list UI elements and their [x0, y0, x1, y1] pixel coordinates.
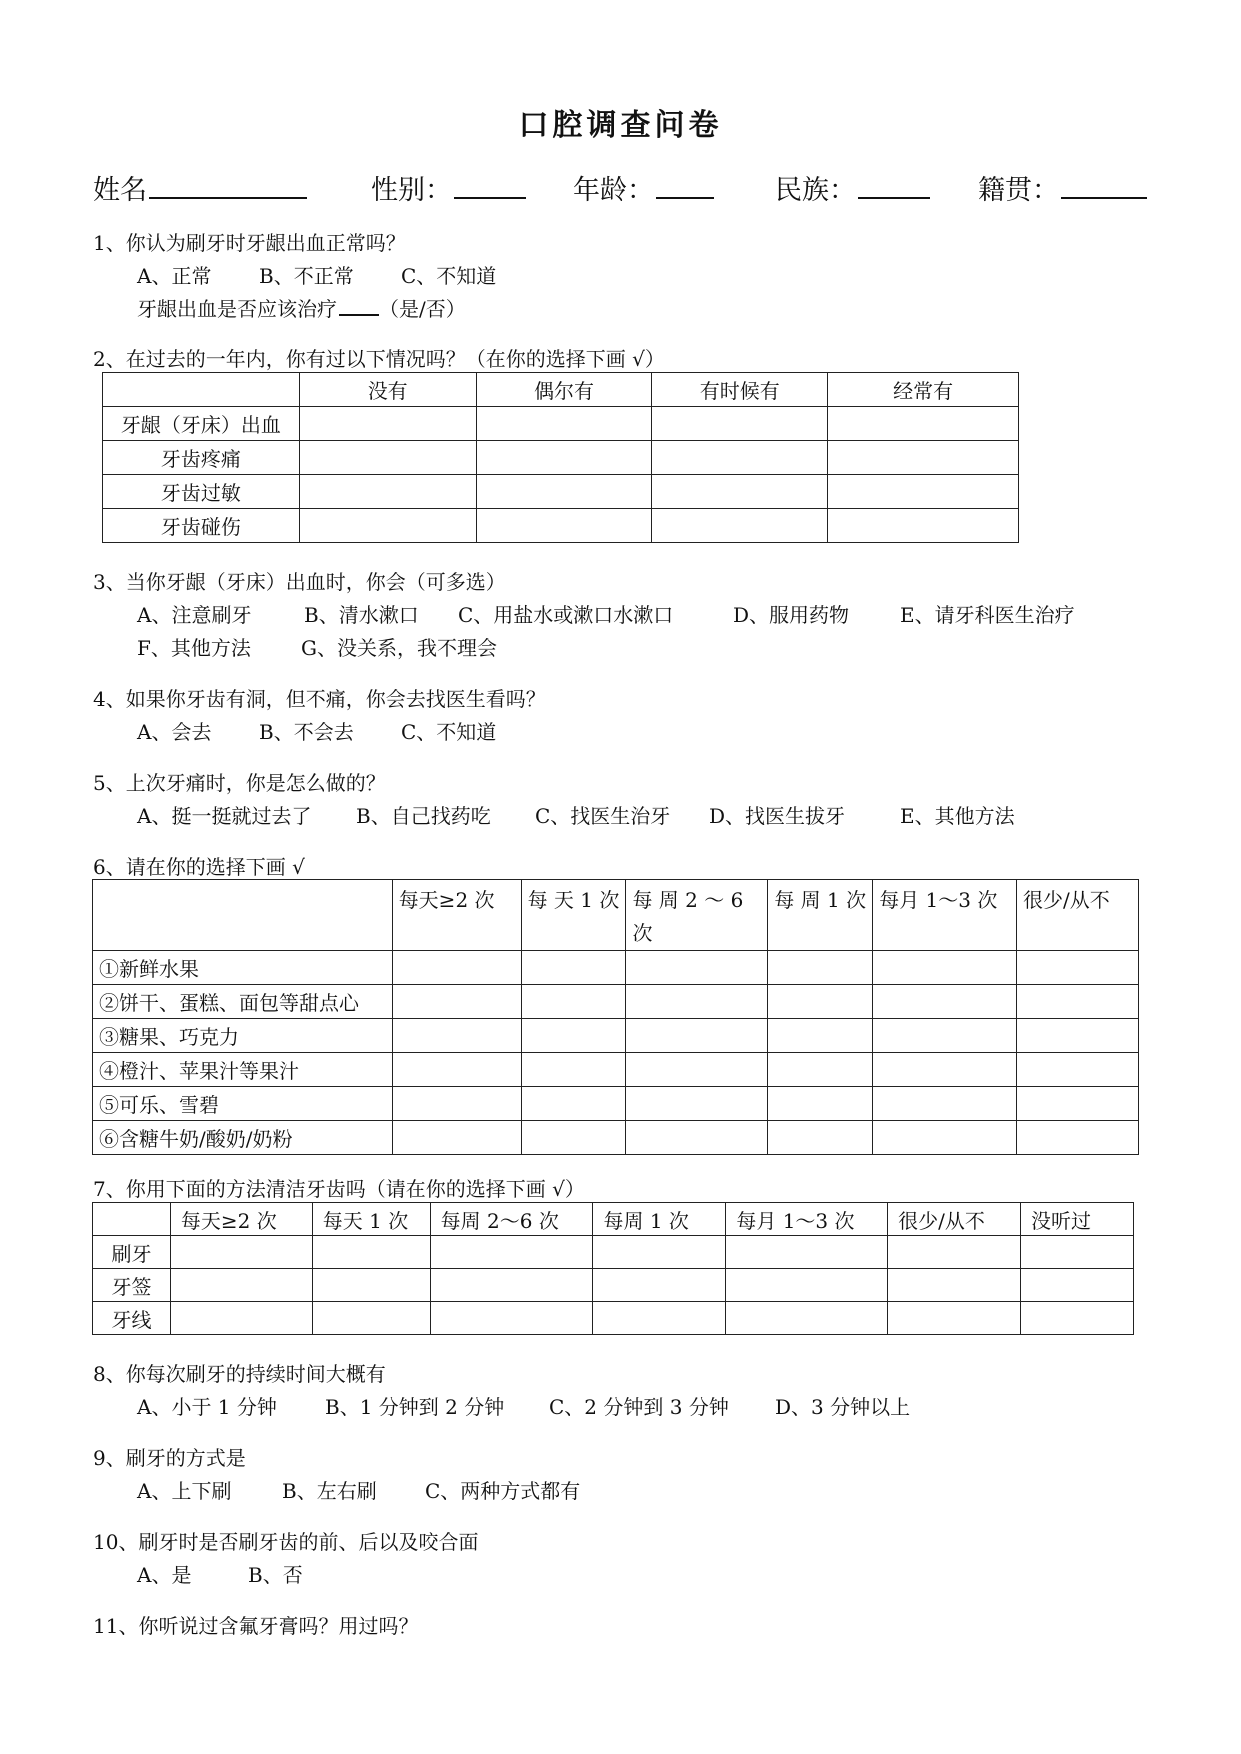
- table-row: [93, 1302, 1134, 1335]
- answer-cell[interactable]: [392, 985, 521, 1019]
- row-label: ⑥含糖牛奶/酸奶/奶粉: [93, 1121, 393, 1155]
- q3-option-f[interactable]: F、其他方法: [137, 636, 251, 660]
- column-header: 每天≥2 次: [392, 880, 521, 951]
- answer-cell[interactable]: [873, 985, 1017, 1019]
- table-row: [93, 1053, 1139, 1087]
- question-1: 1、你认为刷牙时牙龈出血正常吗？: [93, 231, 406, 255]
- column-header: 每 天 1 次: [521, 880, 626, 951]
- q9-option-a[interactable]: A、上下刷: [137, 1479, 232, 1503]
- answer-cell[interactable]: [873, 951, 1017, 985]
- answer-cell[interactable]: [170, 1302, 312, 1335]
- row-label: 牙龈（牙床）出血: [103, 407, 300, 441]
- q4-option-a[interactable]: A、会去: [137, 720, 212, 744]
- table-row: [93, 985, 1139, 1019]
- q8-option-b[interactable]: B、1 分钟到 2 分钟: [325, 1395, 505, 1419]
- table-corner-cell: [103, 373, 300, 407]
- column-header: 没听过: [1021, 1203, 1134, 1236]
- answer-cell[interactable]: [1017, 1053, 1139, 1087]
- q8-option-d[interactable]: D、3 分钟以上: [775, 1395, 911, 1419]
- answer-cell[interactable]: [593, 1302, 726, 1335]
- column-header: 每周 1 次: [593, 1203, 726, 1236]
- q9-option-c[interactable]: C、两种方式都有: [425, 1479, 581, 1503]
- answer-cell[interactable]: [828, 509, 1019, 543]
- answer-cell[interactable]: [430, 1302, 593, 1335]
- row-label: 牙齿疼痛: [103, 441, 300, 475]
- q3-option-b[interactable]: B、清水漱口: [304, 603, 419, 627]
- answer-cell[interactable]: [626, 1087, 768, 1121]
- ethnicity-field[interactable]: [775, 168, 930, 207]
- column-header: 每天≥2 次: [170, 1203, 312, 1236]
- row-label: 牙齿过敏: [103, 475, 300, 509]
- table-header-row: [103, 373, 1019, 407]
- answer-cell[interactable]: [652, 441, 828, 475]
- answer-cell[interactable]: [873, 1121, 1017, 1155]
- ethnicity-label: 民族：: [775, 175, 856, 206]
- answer-cell[interactable]: [476, 407, 652, 441]
- table-row: [103, 509, 1019, 543]
- age-field[interactable]: [573, 168, 714, 207]
- answer-cell[interactable]: [312, 1269, 430, 1302]
- answer-cell[interactable]: [888, 1302, 1021, 1335]
- answer-cell[interactable]: [768, 985, 873, 1019]
- row-label: ③糖果、巧克力: [93, 1019, 393, 1053]
- gender-label: 性别：: [371, 175, 452, 206]
- answer-cell[interactable]: [888, 1236, 1021, 1269]
- answer-cell[interactable]: [392, 1121, 521, 1155]
- q1-followup-text: 牙龈出血是否应该治疗: [137, 297, 337, 321]
- q1-followup-choice: （是/否）: [379, 297, 466, 321]
- answer-cell[interactable]: [1021, 1302, 1134, 1335]
- question-9: 9、刷牙的方式是: [93, 1446, 246, 1470]
- answer-cell[interactable]: [726, 1302, 888, 1335]
- q1-option-b[interactable]: B、不正常: [259, 264, 354, 288]
- answer-cell[interactable]: [392, 1019, 521, 1053]
- q5-option-d[interactable]: D、找医生拔牙: [709, 804, 846, 828]
- answer-cell[interactable]: [873, 1019, 1017, 1053]
- column-header: 没有: [299, 373, 476, 407]
- question-11: 11、你听说过含氟牙膏吗？用过吗？: [93, 1614, 419, 1638]
- answer-cell[interactable]: [768, 1019, 873, 1053]
- column-header: 偶尔有: [476, 373, 652, 407]
- answer-cell[interactable]: [768, 1121, 873, 1155]
- answer-cell[interactable]: [299, 475, 476, 509]
- row-label: ⑤可乐、雪碧: [93, 1087, 393, 1121]
- origin-blank[interactable]: [1061, 195, 1147, 199]
- q7-table: [92, 1202, 1134, 1335]
- question-3: 3、当你牙龈（牙床）出血时，你会（可多选）: [93, 570, 506, 594]
- question-4: 4、如果你牙齿有洞，但不痛，你会去找医生看吗？: [93, 687, 546, 711]
- answer-cell[interactable]: [392, 1053, 521, 1087]
- q5-option-b[interactable]: B、自己找药吃: [356, 804, 491, 828]
- column-header: 经常有: [828, 373, 1019, 407]
- table-row: [93, 1236, 1134, 1269]
- answer-cell[interactable]: [768, 1053, 873, 1087]
- name-label: 姓名: [93, 175, 147, 206]
- age-blank[interactable]: [656, 195, 714, 199]
- answer-cell[interactable]: [593, 1269, 726, 1302]
- q1-followup-blank[interactable]: [339, 312, 379, 316]
- question-10: 10、刷牙时是否刷牙齿的前、后以及咬合面: [93, 1530, 479, 1554]
- q9-option-b[interactable]: B、左右刷: [282, 1479, 377, 1503]
- origin-label: 籍贯：: [978, 175, 1059, 206]
- answer-cell[interactable]: [626, 1019, 768, 1053]
- question-8: 8、你每次刷牙的持续时间大概有: [93, 1362, 386, 1386]
- answer-cell[interactable]: [312, 1302, 430, 1335]
- answer-cell[interactable]: [521, 1087, 626, 1121]
- answer-cell[interactable]: [1017, 951, 1139, 985]
- q4-option-c[interactable]: C、不知道: [401, 720, 497, 744]
- table-row: [93, 1019, 1139, 1053]
- answer-cell[interactable]: [873, 1087, 1017, 1121]
- q5-option-a[interactable]: A、挺一挺就过去了: [137, 804, 312, 828]
- table-row: [103, 407, 1019, 441]
- table-row: [103, 441, 1019, 475]
- table-header-row: [93, 880, 1139, 951]
- answer-cell[interactable]: [476, 509, 652, 543]
- table-header-row: [93, 1203, 1134, 1236]
- q3-option-a[interactable]: A、注意刷牙: [137, 603, 252, 627]
- answer-cell[interactable]: [652, 475, 828, 509]
- answer-cell[interactable]: [430, 1236, 593, 1269]
- answer-cell[interactable]: [626, 985, 768, 1019]
- answer-cell[interactable]: [768, 951, 873, 985]
- column-header: 每 周 1 次: [768, 880, 873, 951]
- column-header: 每月 1～3 次: [726, 1203, 888, 1236]
- q2-table: [102, 372, 1019, 543]
- question-7: 7、你用下面的方法清洁牙齿吗（请在你的选择下画 √）: [93, 1177, 585, 1201]
- q3-option-e[interactable]: E、请牙科医生治疗: [900, 603, 1075, 627]
- question-5: 5、上次牙痛时，你是怎么做的？: [93, 771, 386, 795]
- table-row: [93, 1269, 1134, 1302]
- answer-cell[interactable]: [626, 951, 768, 985]
- question-6: 6、请在你的选择下画 √: [93, 855, 305, 879]
- column-header: 很少/从不: [1017, 880, 1139, 951]
- answer-cell[interactable]: [1017, 985, 1139, 1019]
- answer-cell[interactable]: [726, 1236, 888, 1269]
- answer-cell[interactable]: [873, 1053, 1017, 1087]
- answer-cell[interactable]: [626, 1053, 768, 1087]
- answer-cell[interactable]: [1017, 1121, 1139, 1155]
- q1-followup: [137, 293, 466, 322]
- row-label: 牙签: [93, 1269, 171, 1302]
- answer-cell[interactable]: [170, 1269, 312, 1302]
- column-header: 很少/从不: [888, 1203, 1021, 1236]
- answer-cell[interactable]: [652, 407, 828, 441]
- q5-option-c[interactable]: C、找医生治牙: [535, 804, 671, 828]
- q8-option-a[interactable]: A、小于 1 分钟: [137, 1395, 277, 1419]
- q3-option-g[interactable]: G、没关系，我不理会: [301, 636, 497, 660]
- q10-option-b[interactable]: B、否: [248, 1563, 303, 1587]
- answer-cell[interactable]: [476, 441, 652, 475]
- answer-cell[interactable]: [299, 441, 476, 475]
- name-blank[interactable]: [149, 195, 307, 199]
- age-label: 年龄：: [573, 175, 654, 206]
- question-2: 2、在过去的一年内，你有过以下情况吗？（在你的选择下画 √）: [93, 347, 665, 371]
- column-header: 每周 2～6 次: [430, 1203, 593, 1236]
- answer-cell[interactable]: [888, 1269, 1021, 1302]
- answer-cell[interactable]: [476, 475, 652, 509]
- answer-cell[interactable]: [299, 509, 476, 543]
- answer-cell[interactable]: [521, 985, 626, 1019]
- answer-cell[interactable]: [1021, 1269, 1134, 1302]
- answer-cell[interactable]: [1017, 1087, 1139, 1121]
- table-row: [93, 1087, 1139, 1121]
- row-label: ④橙汁、苹果汁等果汁: [93, 1053, 393, 1087]
- answer-cell[interactable]: [1017, 1019, 1139, 1053]
- answer-cell[interactable]: [521, 1053, 626, 1087]
- q8-option-c[interactable]: C、2 分钟到 3 分钟: [549, 1395, 729, 1419]
- q6-table: [92, 879, 1139, 1155]
- answer-cell[interactable]: [521, 951, 626, 985]
- answer-cell[interactable]: [392, 1087, 521, 1121]
- answer-cell[interactable]: [828, 475, 1019, 509]
- row-label: 刷牙: [93, 1236, 171, 1269]
- answer-cell[interactable]: [768, 1087, 873, 1121]
- gender-field[interactable]: [371, 168, 526, 207]
- row-label: 牙线: [93, 1302, 171, 1335]
- answer-cell[interactable]: [726, 1269, 888, 1302]
- q1-option-a[interactable]: A、正常: [137, 264, 212, 288]
- column-header: 每 周 2 ～ 6 次: [626, 880, 768, 951]
- row-label: ②饼干、蛋糕、面包等甜点心: [93, 985, 393, 1019]
- answer-cell[interactable]: [593, 1236, 726, 1269]
- ethnicity-blank[interactable]: [858, 195, 930, 199]
- row-label: ①新鲜水果: [93, 951, 393, 985]
- answer-cell[interactable]: [170, 1236, 312, 1269]
- answer-cell[interactable]: [430, 1269, 593, 1302]
- answer-cell[interactable]: [652, 509, 828, 543]
- answer-cell[interactable]: [1021, 1236, 1134, 1269]
- q10-option-a[interactable]: A、是: [137, 1563, 192, 1587]
- table-corner-cell: [93, 1203, 171, 1236]
- row-label: 牙齿碰伤: [103, 509, 300, 543]
- gender-blank[interactable]: [454, 195, 526, 199]
- answer-cell[interactable]: [392, 951, 521, 985]
- answer-cell[interactable]: [626, 1121, 768, 1155]
- answer-cell[interactable]: [828, 407, 1019, 441]
- answer-cell[interactable]: [299, 407, 476, 441]
- answer-cell[interactable]: [312, 1236, 430, 1269]
- table-row: [93, 951, 1139, 985]
- name-field[interactable]: [93, 168, 307, 207]
- answer-cell[interactable]: [828, 441, 1019, 475]
- page-title: 口腔调查问卷: [518, 108, 723, 143]
- q1-option-c[interactable]: C、不知道: [401, 264, 497, 288]
- answer-cell[interactable]: [521, 1121, 626, 1155]
- table-row: [103, 475, 1019, 509]
- q5-option-e[interactable]: E、其他方法: [900, 804, 1015, 828]
- q3-option-c[interactable]: C、用盐水或漱口水漱口: [458, 603, 674, 627]
- table-corner-cell: [93, 880, 393, 951]
- table-row: [93, 1121, 1139, 1155]
- answer-cell[interactable]: [521, 1019, 626, 1053]
- column-header: 每月 1～3 次: [873, 880, 1017, 951]
- column-header: 有时候有: [652, 373, 828, 407]
- column-header: 每天 1 次: [312, 1203, 430, 1236]
- q3-option-d[interactable]: D、服用药物: [733, 603, 850, 627]
- origin-field[interactable]: [978, 168, 1147, 207]
- q4-option-b[interactable]: B、不会去: [259, 720, 354, 744]
